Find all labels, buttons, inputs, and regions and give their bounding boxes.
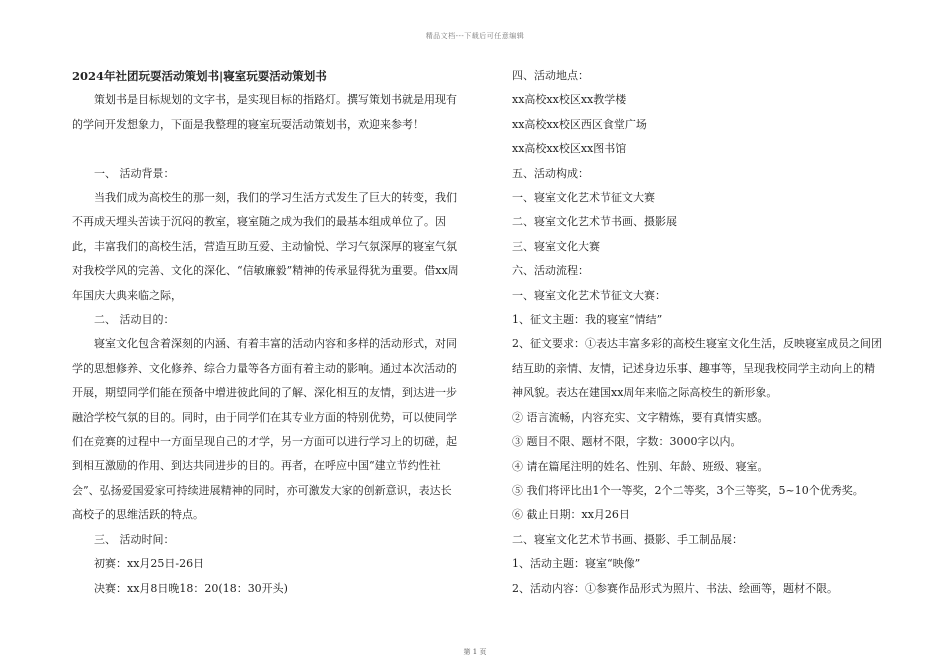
section-heading-location: 四、活动地点： — [512, 69, 589, 82]
section-heading-purpose: 二、 活动目的： — [94, 313, 175, 327]
exhibition-content: 2、活动内容：①参赛作品形式为照片、书法、绘画等，题材不限。 — [512, 581, 838, 595]
intro-paragraph: 策划书是目标规划的文字书，是实现目标的指路灯。撰写策划书就是用现有的学问开发想象力，下面是我整理的寝室玩耍活动策划书，欢迎来参考！ — [72, 93, 457, 131]
section-heading-background: 一、 活动背景： — [94, 166, 175, 180]
essay-requirement: 2、征文要求：①表达丰富多彩的高校生寝室文化生活，反映寝室成员之间团结互助的亲情、友情，记述身边乐事、趣事等，呈现我校同学主动向上的精神风貌。表达在建国xx周年来临之际高校生的新形象。 — [512, 337, 882, 400]
essay-requirement: ⑤ 我们将评比出1个一等奖，2个二等奖，3个三等奖，5~10个优秀奖。 — [512, 483, 864, 497]
purpose-paragraph: 寝室文化包含着深刻的内涵、有着丰富的活动内容和多样的活动形式，对同学的思想修养、文化修养、综合力量等各方面有着主动的影响。通过本次活动的开展，期望同学们能在预备中增进彼此间的了解、深化相互的友情，到达进一步融洽学校气氛的目的。同时，由于同学们在其专业方面的特别优势，可以使同学们在竞赛的过程中一方面呈现自己的才学，另一方面可以进行学习上的切磋，起到相互激励的作用、到达共同进步的目的。再者，在呼应中国“建立节约性社会”、弘扬爱国爱家可持续进展精神的同时，亦可激发大家的创新意识，表达长高校子的思维活跃的特点。 — [72, 337, 457, 522]
preliminary-time: 初赛：xx月25日-26日 — [94, 557, 205, 571]
process-subheading: 二、寝室文化艺术节书画、摄影、手工制品展： — [512, 532, 743, 546]
location-item: xx高校xx校区西区食堂广场 — [512, 117, 647, 131]
section-heading-time: 三、 活动时间： — [94, 532, 175, 546]
final-time: 决赛：xx月8日晚18：20(18：30开头) — [94, 581, 288, 595]
essay-deadline: ⑥ 截止日期：xx月26日 — [512, 508, 630, 522]
page-footer: 第 1 页 — [463, 648, 487, 656]
page-header: 精品文档---下载后可任意编辑 — [425, 32, 525, 40]
section-heading-process: 六、活动流程： — [512, 264, 589, 278]
section-heading-composition: 五、活动构成： — [512, 166, 589, 180]
location-item: xx高校xx校区xx教学楼 — [512, 93, 627, 107]
essay-requirement: ④ 请在篇尾注明的姓名、性别、年龄、班级、寝室。 — [512, 459, 769, 473]
location-item: xx高校xx校区xx图书馆 — [512, 142, 627, 156]
essay-requirement: ② 语言流畅，内容充实、文字精炼，要有真情实感。 — [512, 410, 769, 424]
composition-item: 二、寝室文化艺术节书画、摄影展 — [512, 215, 677, 229]
document-title: 2024年社团玩耍活动策划书|寝室玩耍活动策划书 — [72, 69, 327, 83]
composition-item: 一、寝室文化艺术节征文大赛 — [512, 191, 655, 205]
left-column — [72, 64, 460, 601]
essay-requirement: ③ 题目不限、题材不限，字数：3000字以内。 — [512, 435, 742, 449]
right-column — [512, 64, 884, 601]
background-paragraph: 当我们成为高校生的那一刻，我们的学习生活方式发生了巨大的转变，我们不再成天埋头苦读于沉闷的教室，寝室随之成为我们的最基本组成单位了。因此，丰富我们的高校生活，营造互助互爱、主动愉悦、学习气氛深厚的寝室气氛对我校学风的完善、文化的深化、“信敏廉毅”精神的传承显得犹为重要。借xx周年国庆大典来临之际， — [72, 191, 459, 302]
essay-theme: 1、征文主题：我的寝室“情结” — [512, 313, 663, 327]
composition-item: 三、寝室文化大赛 — [512, 239, 600, 253]
exhibition-theme: 1、活动主题：寝室“映像” — [512, 557, 641, 571]
blank-line — [72, 137, 460, 161]
process-subheading: 一、寝室文化艺术节征文大赛： — [512, 288, 666, 302]
